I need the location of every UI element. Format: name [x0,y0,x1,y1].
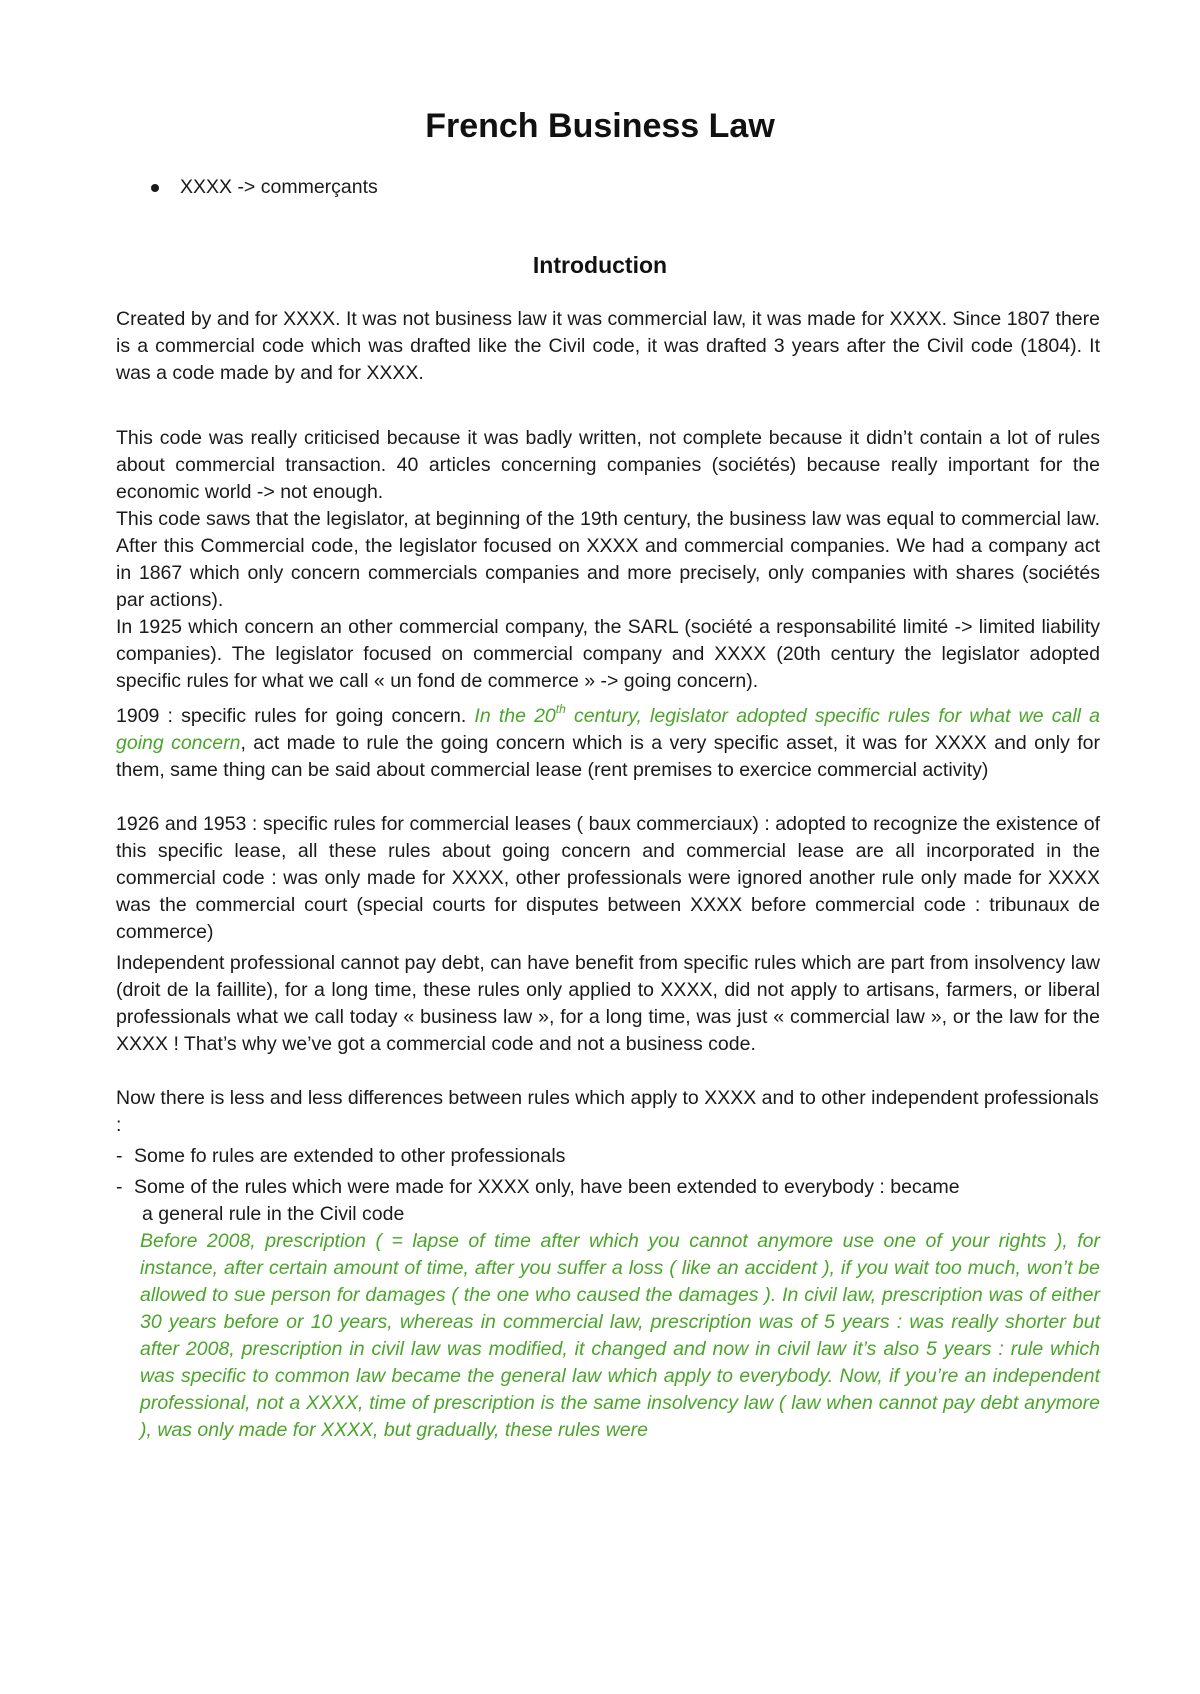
bullet-text: XXXX -> commerçants [180,176,378,198]
p5-start: 1909 : specific rules for going concern. [116,705,475,727]
paragraph-6: 1926 and 1953 : specific rules for commercial leases ( baux commerciaux) : adopted to recognize the existence of this specific lease, all these rules about going concern and commercial lease are all incorporated in the commercial code : was only made for XXXX, other professionals were ignored another rule only made for XXXX was the commercial court (special courts for disputes between XXXX before commercial code : tribunaux de commerce) [116,813,1100,943]
dash-text-1: Some fo rules are extended to other professionals [134,1145,566,1167]
p5-sup: th [555,701,566,716]
p5-end: , act made to rule the going concern which is a very specific asset, it was for XXXX and only for them, same thing can be said about commercial lease (rent premises to exercice commercial activity) [116,732,1100,781]
dash-text-2-cont: a general rule in the Civil code [142,1203,405,1225]
paragraph-5 [116,703,1100,784]
dash-mark: - [116,1145,123,1167]
bullet-dot-icon [151,184,159,192]
dash-item-2 [116,1174,1100,1228]
document-title: French Business Law [425,107,775,145]
bullet-item [151,174,378,201]
paragraph-4: In 1925 which concern an other commercial company, the SARL (société a responsabilité limité -> limited liability companies). The legislator focused on commercial company and XXXX (20th century the legislator adopted specific rules for what we call « un fond de commerce » -> going concern). [116,616,1100,692]
green-note-block: Before 2008, prescription ( = lapse of time after which you cannot anymore use one of your rights ), for instance, after certain amount of time, after you suffer a loss ( like an accident ), if you wait too much, won’t be allowed to sue person for damages ( the one who caused the damages ). In civil law, prescription was of either 30 years before or 10 years, whereas in commercial law, prescription was of 5 years : was really shorter but after 2008, prescription in civil law was modified, it changed and now in civil law it’s also 5 years : rule which was specific to common law became the general law which apply to everybody. Now, if you’re an independent professional, not a XXXX, time of prescription is the same insolvency law ( law when cannot pay debt anymore ), was only made for XXXX, but gradually, these rules were [140,1230,1100,1441]
document-body [116,306,1100,1444]
dash-mark: - [116,1176,123,1198]
paragraph-2: This code was really criticised because it was badly written, not complete because it didn’t contain a lot of rules about commercial transaction. 40 articles concerning companies (sociétés) because really important for the economic world -> not enough. [116,427,1100,503]
p5-green-b: century, legislator adopted specific rules for what we call a going concern [116,705,1101,754]
dash-item-1 [116,1143,1100,1170]
paragraph-3: This code saws that the legislator, at beginning of the 19th century, the business law was equal to commercial law. After this Commercial code, the legislator focused on XXXX and commercial companies. We had a company act in 1867 which only concern commercials companies and more precisely, only companies with shares (sociétés par actions). [116,508,1100,611]
paragraph-8: Now there is less and less differences between rules which apply to XXXX and to other independent professionals : [116,1087,1099,1136]
dash-text-2: Some of the rules which were made for XXXX only, have been extended to everybody : became [134,1176,960,1198]
paragraph-1: Created by and for XXXX. It was not business law it was commercial law, it was made for XXXX. Since 1807 there is a commercial code which was drafted like the Civil code, it was drafted 3 years after the Civil code (1804). It was a code made by and for XXXX. [116,308,1100,384]
p5-green-a: In the 20 [474,705,556,727]
section-heading: Introduction [532,252,668,278]
paragraph-7: Independent professional cannot pay debt, can have benefit from specific rules which are part from insolvency law (droit de la faillite), for a long time, these rules only applied to XXXX, did not apply to artisans, farmers, or liberal professionals what we call today « business law », for a long time, was just « commercial law », or the law for the XXXX ! That’s why we’ve got a commercial code and not a business code. [116,952,1100,1055]
